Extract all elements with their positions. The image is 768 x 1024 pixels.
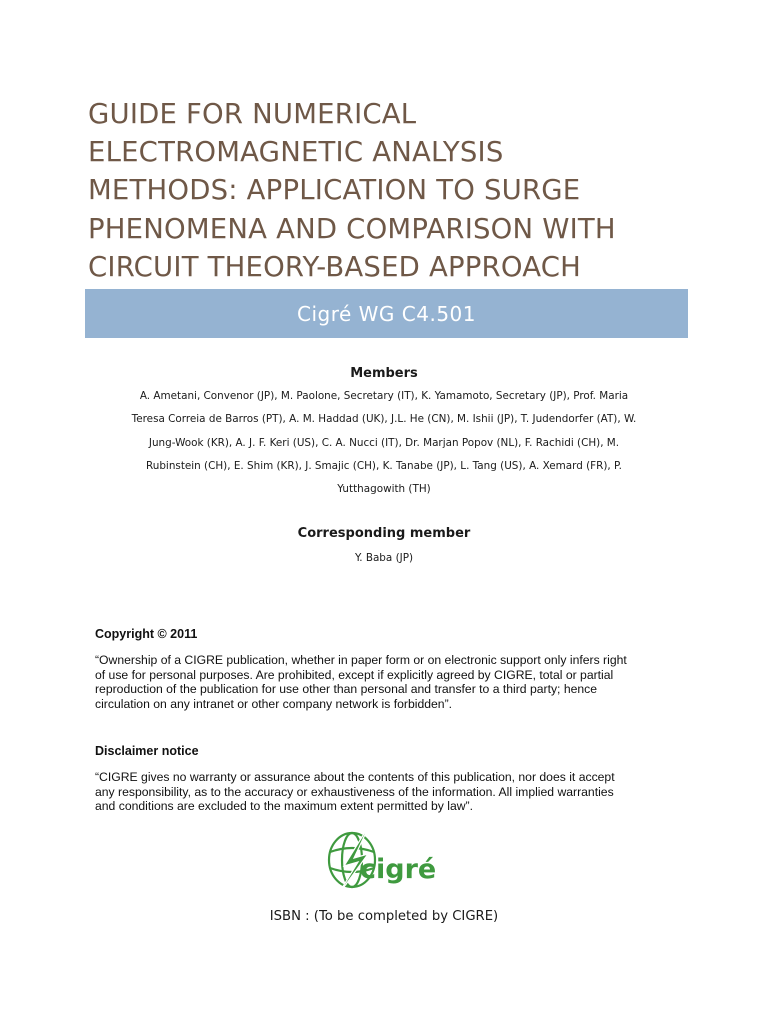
title-line: CIRCUIT THEORY-BASED APPROACH	[88, 250, 582, 283]
title-line: ELECTROMAGNETIC ANALYSIS	[88, 136, 504, 169]
copyright-line: “Ownership of a CIGRE publication, whether in paper form or on electronic support only infers right	[95, 653, 627, 667]
cigre-wordmark: cigré	[360, 854, 437, 885]
disclaimer-line: “CIGRE gives no warranty or assurance about the contents of this publication, nor does it accept	[95, 770, 615, 784]
members-line: Jung-Wook (KR), A. J. F. Keri (US), C. A. Nucci (IT), Dr. Marjan Popov (NL), F. Rachidi (CH), M.	[148, 436, 620, 449]
working-group-banner	[85, 289, 688, 338]
members-list	[0, 385, 768, 501]
document-title	[88, 95, 708, 286]
members-line: Rubinstein (CH), E. Shim (KR), J. Smajic (CH), K. Tanabe (JP), L. Tang (US), A. Xemard (FR), P.	[146, 459, 622, 472]
cigre-logo	[322, 822, 440, 900]
copyright-line: of use for personal purposes. Are prohibited, except if explicitly agreed by CIGRE, total or partial	[95, 667, 614, 682]
copyright-line: circulation on any intranet or other company network is forbidden”.	[95, 696, 453, 711]
members-line: Teresa Correia de Barros (PT), A. M. Haddad (UK), J.L. He (CN), M. Ishii (JP), T. Judendorfer (AT), W.	[131, 413, 637, 426]
disclaimer-line: and conditions are excluded to the maximum extent permitted by law”.	[95, 799, 474, 814]
title-line: METHODS: APPLICATION TO SURGE	[88, 174, 581, 207]
copyright-heading: Copyright © 2011	[95, 627, 198, 641]
disclaimer-line: any responsibility, as to the accuracy or exhaustiveness of the information. All implied warranties	[95, 784, 614, 799]
title-line: GUIDE FOR NUMERICAL	[88, 98, 417, 130]
working-group-label: Cigré WG C4.501	[296, 301, 476, 326]
disclaimer-text	[95, 770, 695, 814]
corresponding-member-name: Y. Baba (JP)	[354, 552, 414, 564]
corresponding-member-heading: Corresponding member	[297, 526, 471, 541]
title-line: PHENOMENA AND COMPARISON WITH	[88, 212, 616, 245]
members-heading: Members	[350, 366, 418, 381]
copyright-text	[95, 653, 695, 711]
isbn-line: ISBN : (To be completed by CIGRE)	[269, 909, 499, 924]
members-line: Yutthagowith (TH)	[337, 483, 431, 496]
copyright-line: reproduction of the publication for use other than personal and transfer to a third party; hence	[95, 682, 598, 697]
disclaimer-heading: Disclaimer notice	[95, 744, 199, 758]
members-line: A. Ametani, Convenor (JP), M. Paolone, Secretary (IT), K. Yamamoto, Secretary (JP), Prof. Maria	[139, 390, 629, 402]
